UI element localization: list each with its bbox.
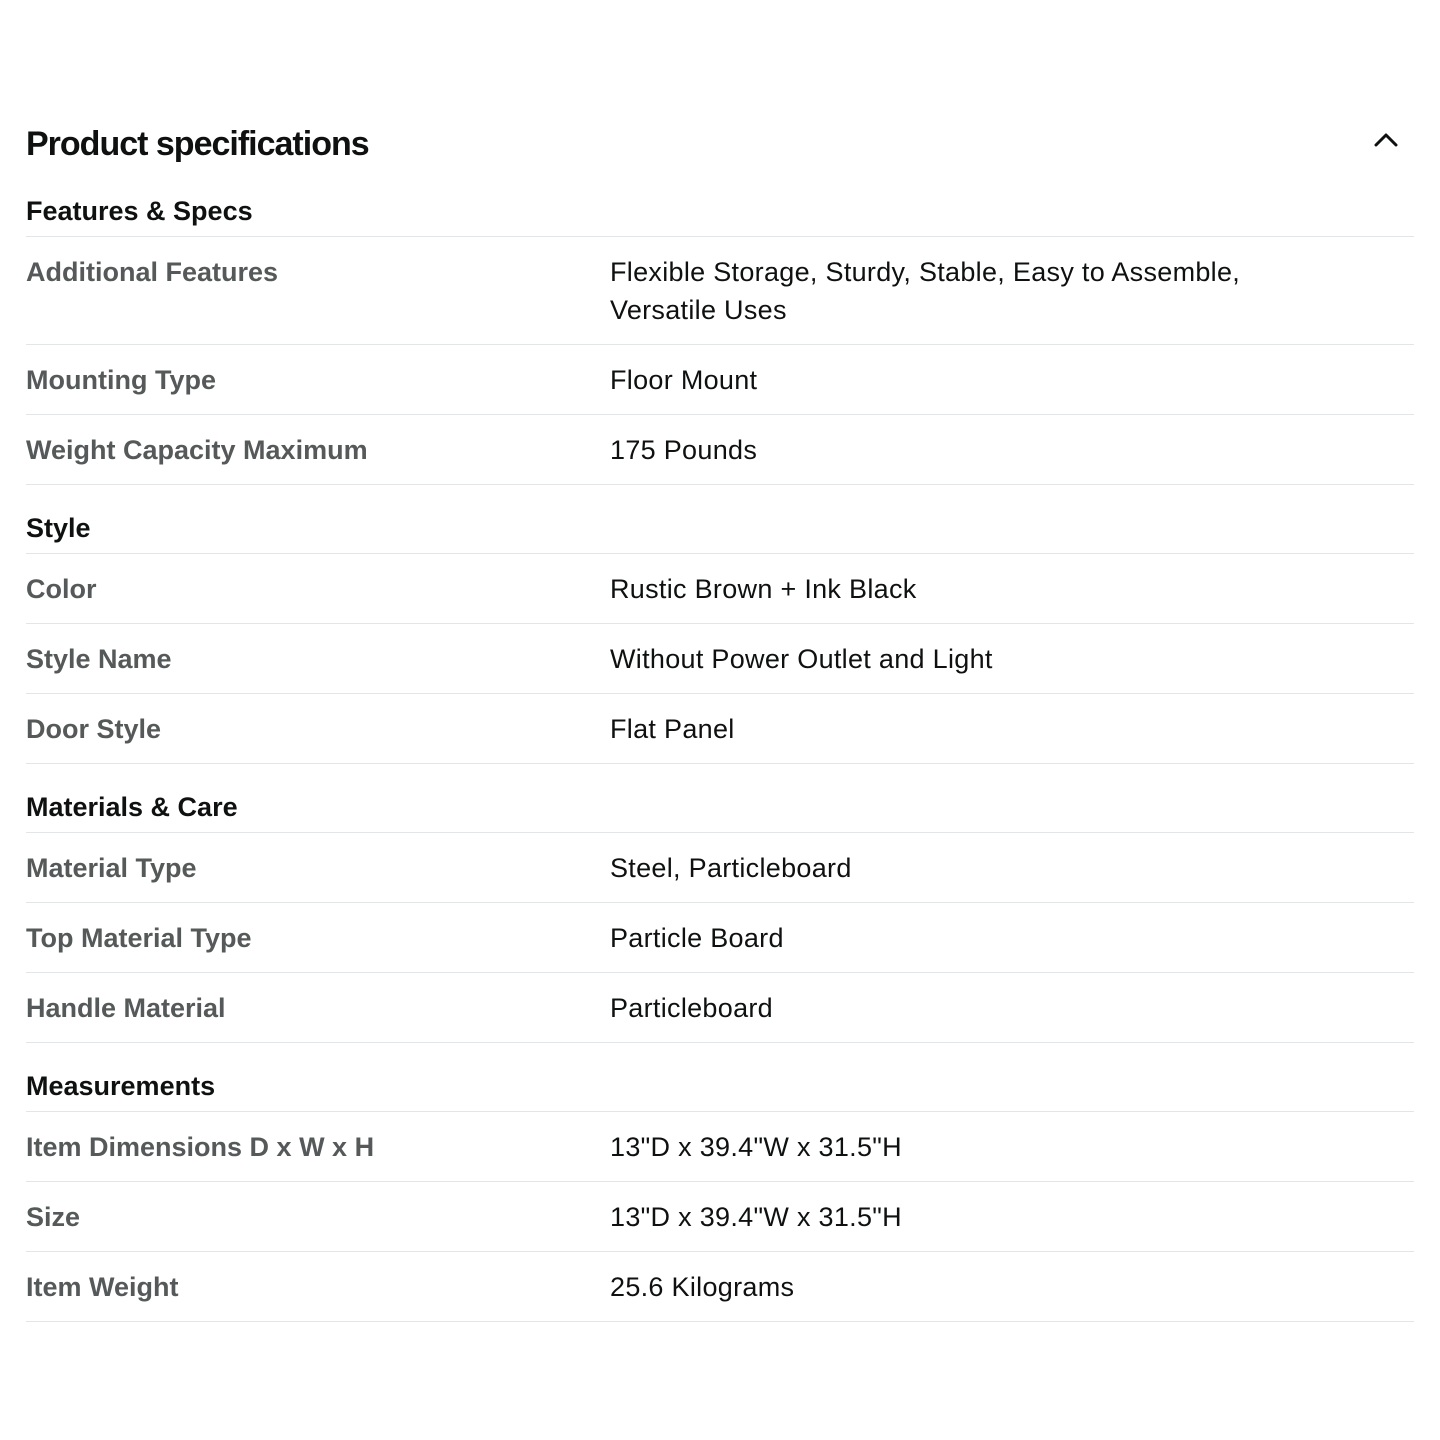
panel-header[interactable] — [26, 122, 1414, 168]
spec-value: Without Power Outlet and Light — [610, 644, 993, 674]
collapse-button[interactable] — [1366, 120, 1406, 160]
spec-value: 175 Pounds — [610, 435, 758, 465]
spec-row — [26, 554, 1414, 624]
spec-value: Flexible Storage, Sturdy, Stable, Easy to Assemble, Versatile Uses — [610, 257, 1241, 325]
panel-title: Product specifications — [26, 125, 369, 163]
spec-label: Color — [26, 574, 97, 604]
spec-value: Particleboard — [610, 993, 773, 1023]
spec-value: Particle Board — [610, 923, 784, 953]
spec-label: Weight Capacity Maximum — [26, 435, 368, 465]
spec-row — [26, 415, 1414, 485]
chevron-up-icon — [1372, 126, 1400, 154]
spec-label: Material Type — [26, 853, 197, 883]
spec-row — [26, 624, 1414, 694]
spec-label: Size — [26, 1202, 81, 1232]
section-title: Style — [26, 485, 1414, 554]
spec-value: 13"D x 39.4"W x 31.5"H — [610, 1132, 902, 1162]
spec-row — [26, 1252, 1414, 1322]
spec-row — [26, 345, 1414, 415]
spec-value: 13"D x 39.4"W x 31.5"H — [610, 1202, 902, 1232]
spec-label: Additional Features — [26, 257, 279, 287]
product-specifications-panel — [26, 0, 1414, 1322]
section-features-specs — [26, 168, 1414, 485]
spec-label: Handle Material — [26, 993, 226, 1023]
section-materials-care — [26, 764, 1414, 1043]
spec-row — [26, 694, 1414, 764]
section-measurements — [26, 1043, 1414, 1322]
spec-row — [26, 903, 1414, 973]
spec-value: Steel, Particleboard — [610, 853, 852, 883]
spec-label: Style Name — [26, 644, 172, 674]
spec-value: Floor Mount — [610, 365, 758, 395]
section-title: Measurements — [26, 1043, 1414, 1112]
spec-row — [26, 237, 1414, 345]
spec-row — [26, 973, 1414, 1043]
spec-value: Rustic Brown + Ink Black — [610, 574, 917, 604]
section-title: Features & Specs — [26, 168, 1414, 237]
spec-label: Item Weight — [26, 1272, 179, 1302]
spec-label: Top Material Type — [26, 923, 252, 953]
section-title: Materials & Care — [26, 764, 1414, 833]
spec-value: 25.6 Kilograms — [610, 1272, 795, 1302]
section-style — [26, 485, 1414, 764]
spec-row — [26, 1182, 1414, 1252]
spec-label: Mounting Type — [26, 365, 216, 395]
spec-row — [26, 1112, 1414, 1182]
spec-value: Flat Panel — [610, 714, 735, 744]
spec-label: Item Dimensions D x W x H — [26, 1132, 375, 1162]
spec-row — [26, 833, 1414, 903]
spec-label: Door Style — [26, 714, 162, 744]
